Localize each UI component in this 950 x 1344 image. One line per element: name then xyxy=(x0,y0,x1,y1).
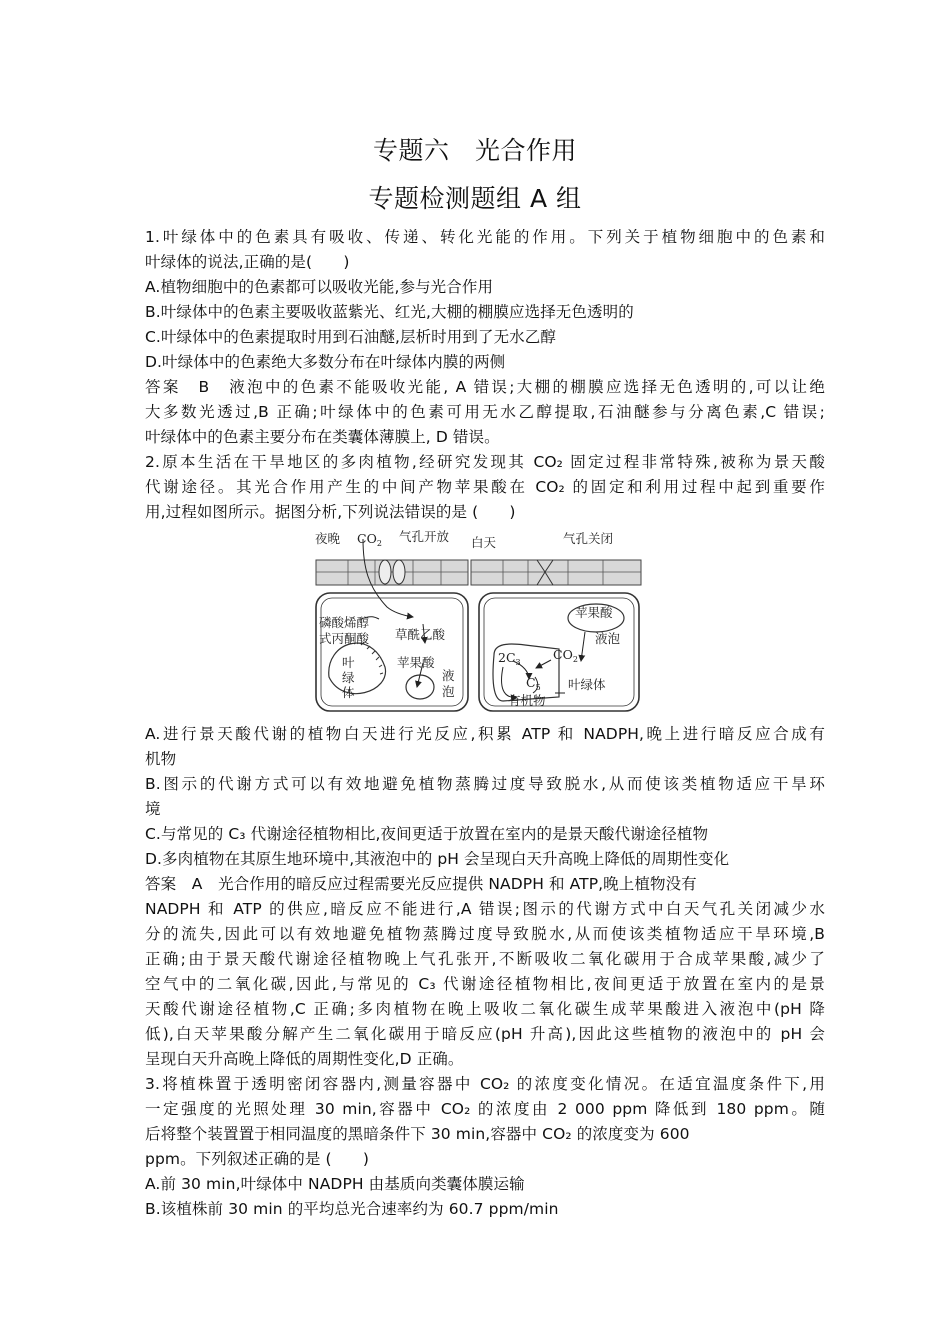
question-2-answer: 答案 A 光合作用的暗反应过程需要光反应提供 NADPH 和 ATP,晚上植物没有 xyxy=(145,875,697,893)
label-night: 夜晚 xyxy=(315,531,341,546)
label-pep: 式丙酮酸 xyxy=(319,631,370,646)
question-2-option-b-end: 境 xyxy=(145,800,161,818)
question-2-stem: 2.原本生活在干旱地区的多肉植物,经研究发现其 CO₂ 固定过程非常特殊,被称为景天酸 xyxy=(145,453,825,471)
night-epidermis xyxy=(316,560,468,585)
label-vacuole: 液 xyxy=(442,668,455,683)
question-1-option-b: B.叶绿体中的色素主要吸收蓝紫光、红光,大棚的棚膜应选择无色透明的 xyxy=(145,303,634,321)
label-day-chloroplast: 叶绿体 xyxy=(568,677,606,692)
question-2-answer: NADPH 和 ATP 的供应,暗反应不能进行,A 错误;图示的代谢方式中白天气孔关闭减少水 xyxy=(145,900,825,918)
question-2-stem-end: 用,过程如图所示。据图分析,下列说法错误的是 ( ) xyxy=(145,503,516,521)
label-day: 白天 xyxy=(471,535,497,550)
question-3-option-a: A.前 30 min,叶绿体中 NADPH 由基质向类囊体膜运输 xyxy=(145,1175,525,1193)
question-2-option-a-end: 机物 xyxy=(145,750,177,768)
question-3-stem: 后将整个装置置于相同温度的黑暗条件下 30 min,容器中 CO₂ 的浓度变为 600 xyxy=(145,1125,690,1143)
question-1-option-a: A.植物细胞中的色素都可以吸收光能,参与光合作用 xyxy=(145,278,494,296)
question-2-answer: 正确;由于景天酸代谢途径植物晚上气孔张开,不断吸收二氧化碳用于合成苹果酸,减少了 xyxy=(145,950,825,968)
question-2-answer: 低),白天苹果酸分解产生二氧化碳用于暗反应(pH 升高),因此这些植物的液泡中的 pH 会 xyxy=(145,1025,825,1043)
question-1-stem-end: 叶绿体的说法,正确的是( ) xyxy=(145,253,350,271)
question-2-answer: 天酸代谢途径植物,C 正确;多肉植物在晚上吸收二氧化碳生成苹果酸进入液泡中(pH 降 xyxy=(145,1000,825,1018)
label-stoma-open: 气孔开放 xyxy=(399,529,450,544)
label-c5: $C_5$ xyxy=(526,675,541,692)
question-2-option-a: A.进行景天酸代谢的植物白天进行光反应,积累 ATP 和 NADPH,晚上进行暗反应合成有 xyxy=(145,725,825,743)
label-malate: 苹果酸 xyxy=(397,655,435,670)
label-chloroplast: 体 xyxy=(342,685,355,700)
question-2-option-b: B.图示的代谢方式可以有效地避免植物蒸腾过度导致脱水,从而使该类植物适应干旱环 xyxy=(145,775,825,793)
label-oxaloacetate: 草酰乙酸 xyxy=(395,627,446,642)
question-2-answer: 分的流失,因此可以有效地避免植物蒸腾过度导致脱水,从而使该类植物适应干旱环境,B xyxy=(145,925,825,943)
label-pep: 磷酸烯醇 xyxy=(319,615,370,630)
question-1-answer: 答案 B 液泡中的色素不能吸收光能, A 错误;大棚的棚膜应选择无色透明的,可以让绝 xyxy=(145,378,825,396)
question-2-option-c: C.与常见的 C₃ 代谢途径植物相比,夜间更适于放置在室内的是景天酸代谢途径植物 xyxy=(145,825,709,843)
question-1-answer: 叶绿体中的色素主要分布在类囊体薄膜上, D 错误。 xyxy=(145,428,500,446)
question-1-option-c: C.叶绿体中的色素提取时用到石油醚,层析时用到了无水乙醇 xyxy=(145,328,556,346)
label-co2: $CO_2$ xyxy=(357,531,382,548)
day-epidermis xyxy=(471,560,641,585)
question-2-answer: 空气中的二氧化碳,因此,与常见的 C₃ 代谢途径植物相比,夜间更适于放置在室内的是景 xyxy=(145,975,825,993)
question-1-answer: 大多数光透过,B 正确;叶绿体中的色素可用无水乙醇提取,石油醚参与分离色素,C 错误; xyxy=(145,403,825,421)
label-day-malate: 苹果酸 xyxy=(575,605,613,620)
question-3-stem-end: ppm。下列叙述正确的是 ( ) xyxy=(145,1150,369,1168)
cam-pathway-diagram xyxy=(313,527,643,715)
label-stoma-closed: 气孔关闭 xyxy=(563,531,614,546)
page-subtitle: 专题检测题组 A 组 xyxy=(368,184,582,213)
label-chloroplast: 绿 xyxy=(342,670,355,685)
question-2-option-d: D.多肉植物在其原生地环境中,其液泡中的 pH 会呈现白天升高晚上降低的周期性变化 xyxy=(145,850,730,868)
question-1-stem: 1.叶绿体中的色素具有吸收、传递、转化光能的作用。下列关于植物细胞中的色素和 xyxy=(145,228,825,246)
question-2-stem: 代谢途径。其光合作用产生的中间产物苹果酸在 CO₂ 的固定和利用过程中起到重要作 xyxy=(145,478,825,496)
question-2-answer: 呈现白天升高晚上降低的周期性变化,D 正确。 xyxy=(145,1050,464,1068)
question-1-option-d: D.叶绿体中的色素绝大多数分布在叶绿体内膜的两侧 xyxy=(145,353,506,371)
label-2c3: $2C_3$ xyxy=(498,650,521,667)
label-day-vacuole: 液泡 xyxy=(595,631,621,646)
night-vacuole xyxy=(406,675,434,699)
label-vacuole: 泡 xyxy=(442,684,455,699)
question-3-option-b: B.该植株前 30 min 的平均总光合速率约为 60.7 ppm/min xyxy=(145,1200,559,1218)
label-day-co2: $CO_2$ xyxy=(553,647,578,664)
question-3-stem: 3.将植株置于透明密闭容器内,测量容器中 CO₂ 的浓度变化情况。在适宜温度条件下,用 xyxy=(145,1075,825,1093)
question-3-stem: 一定强度的光照处理 30 min,容器中 CO₂ 的浓度由 2 000 ppm 降低到 180 ppm。随 xyxy=(145,1100,825,1118)
label-chloroplast: 叶 xyxy=(342,655,355,670)
page-title: 专题六 光合作用 xyxy=(372,136,577,165)
label-organic: 有机物 xyxy=(508,693,546,708)
